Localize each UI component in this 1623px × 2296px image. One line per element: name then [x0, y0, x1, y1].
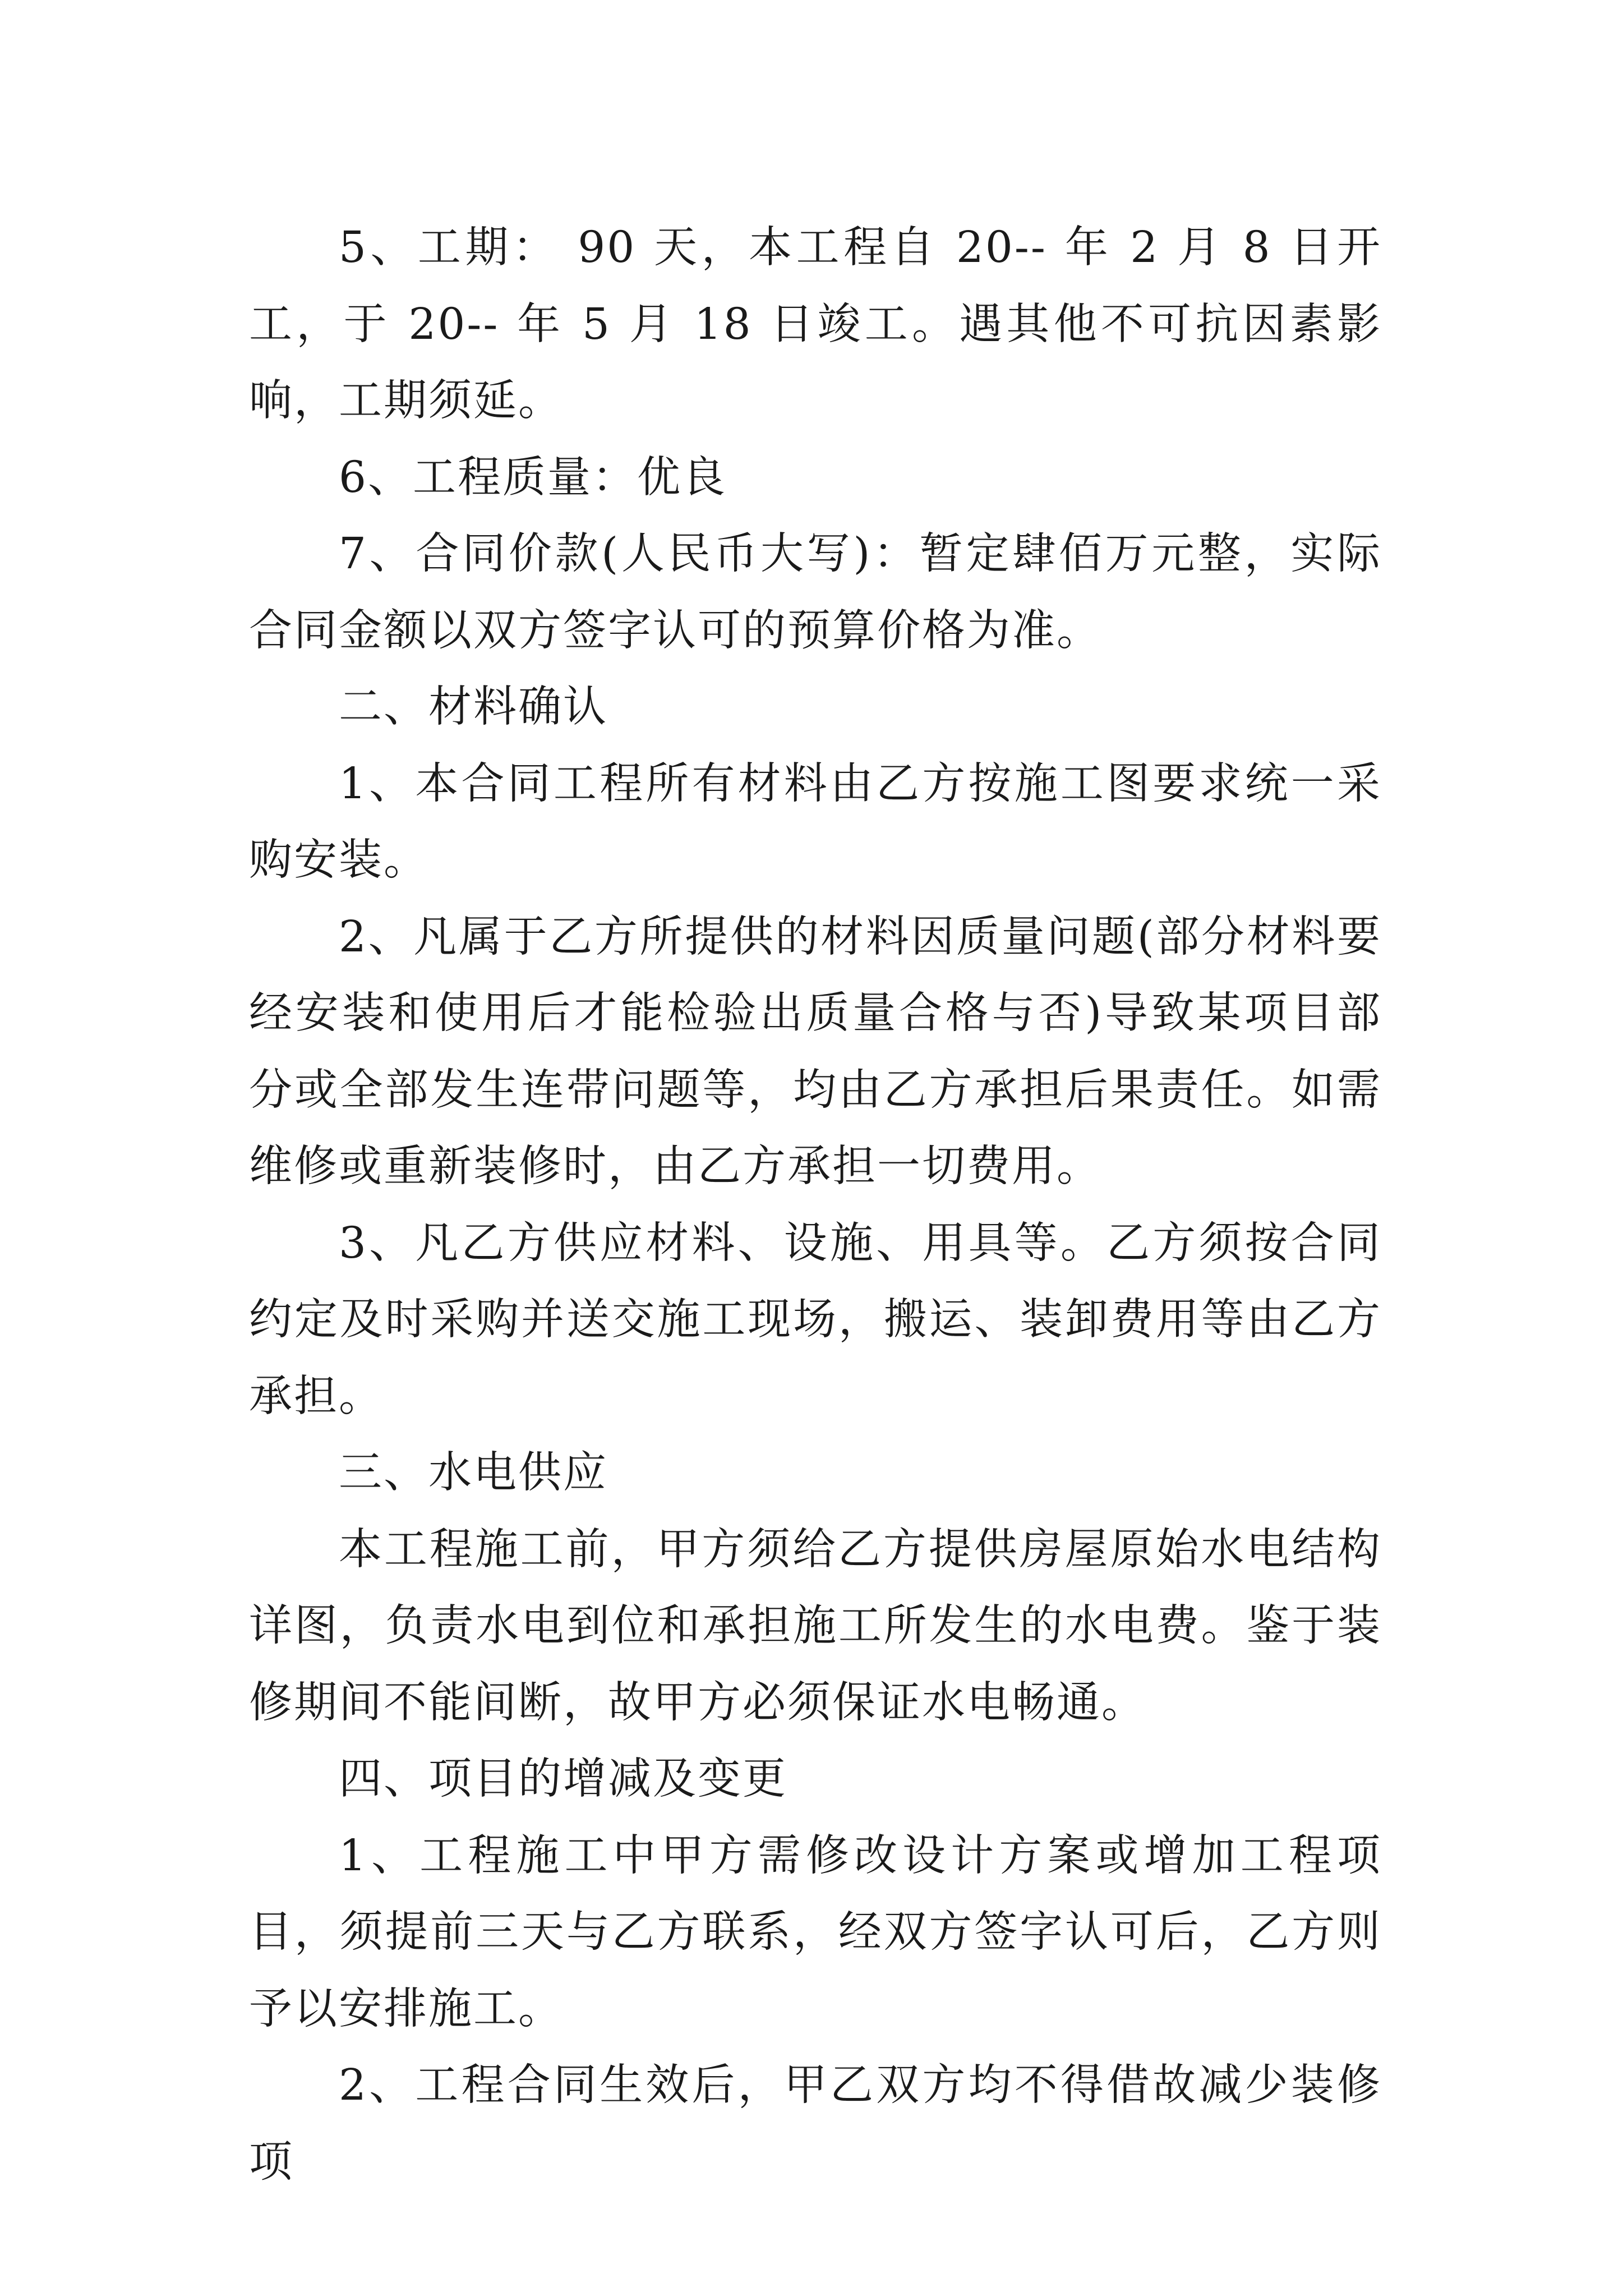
paragraph-materials-3: 3、凡乙方供应材料、设施、用具等。乙方须按合同约定及时采购并送交施工现场，搬运、装卸费用等由乙方承担。: [249, 1218, 1382, 1421]
section-heading-changes: 四、项目的增减及变更: [339, 1754, 787, 1804]
paragraph-materials-1: 1、本合同工程所有材料由乙方按施工图要求统一采购安装。: [249, 758, 1382, 885]
section-heading-materials: 二、材料确认: [339, 682, 608, 732]
paragraph-changes-2: 2、工程合同生效后，甲乙双方均不得借故减少装修项: [249, 2060, 1382, 2187]
paragraph-utilities: 本工程施工前，甲方须给乙方提供房屋原始水电结构详图，负责水电到位和承担施工所发生的水电费。鉴于装修期间不能间断，故甲方必须保证水电畅通。: [249, 1524, 1382, 1728]
section-heading-utilities: 三、水电供应: [339, 1448, 608, 1498]
paragraph-duration: 5、工期： 90 天，本工程自 20-- 年 2 月 8 日开工，于 20-- 年 5 月 18 日竣工。遇其他不可抗因素影响，工期须延。: [249, 223, 1382, 426]
paragraph-changes-1: 1、工程施工中甲方需修改设计方案或增加工程项目，须提前三天与乙方联系，经双方签字认可后，乙方则予以安排施工。: [249, 1830, 1382, 2034]
paragraph-price: 7、合同价款(人民币大写)：暂定肆佰万元整，实际合同金额以双方签字认可的预算价格为准。: [249, 529, 1382, 656]
paragraph-materials-2: 2、凡属于乙方所提供的材料因质量问题(部分材料要经安装和使用后才能检验出质量合格与否)导致某项目部分或全部发生连带问题等，均由乙方承担后果责任。如需维修或重新装修时，由乙方承担一切费用。: [249, 912, 1382, 1191]
paragraph-quality: 6、工程质量：优良: [339, 452, 727, 503]
document-body: [249, 210, 1382, 2201]
